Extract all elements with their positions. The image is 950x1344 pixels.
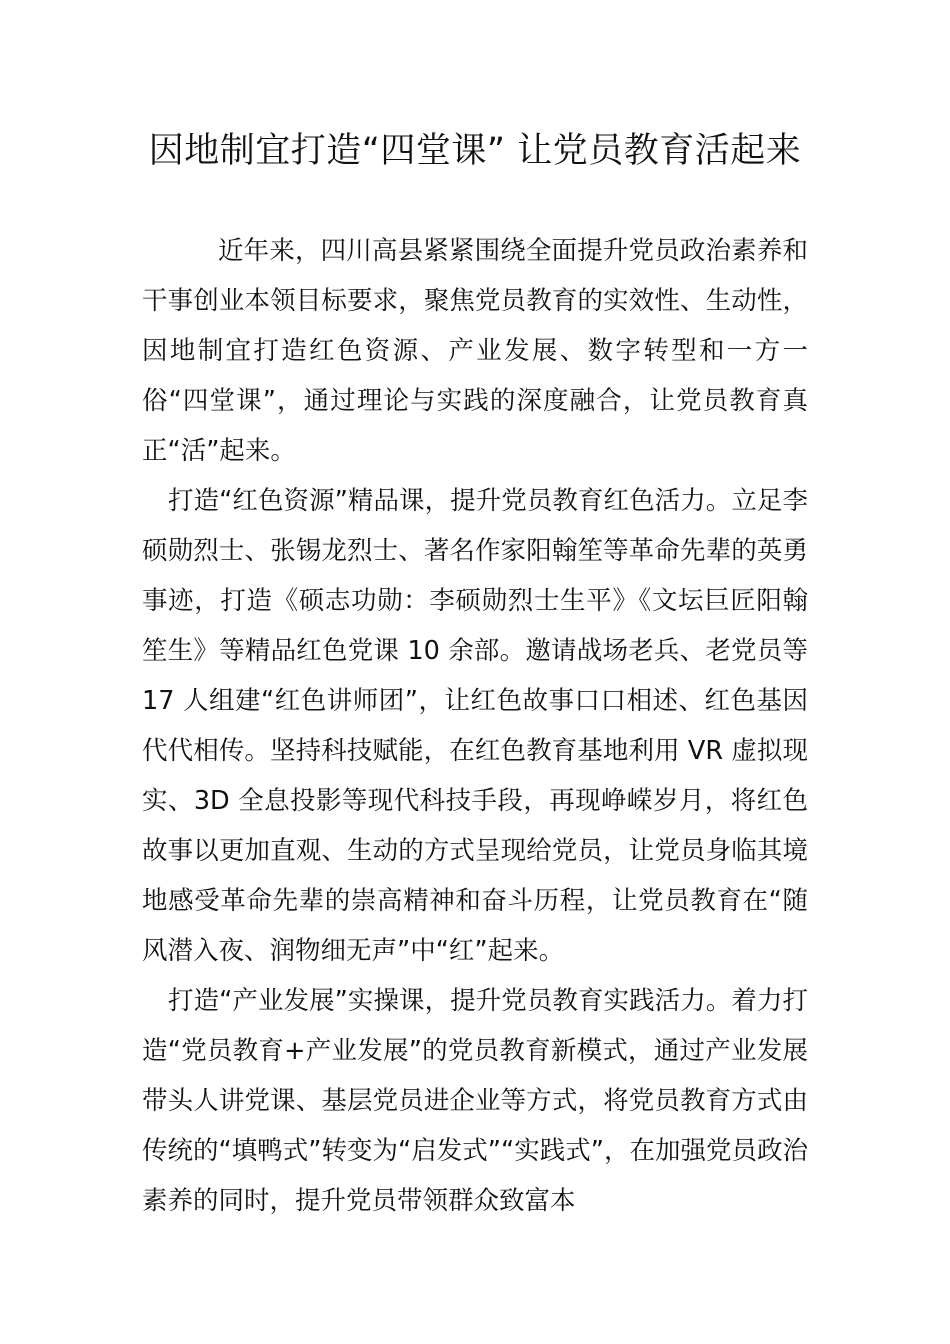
paragraph-intro: 近年来，四川高县紧紧围绕全面提升党员政治素养和干事创业本领目标要求，聚焦党员教育的实效性、生动性，因地制宜打造红色资源、产业发展、数字转型和一方一俗“四堂课”，通过理论与实践的深度融合，让党员教育真正“活”起来。 (142, 236, 808, 466)
document-body (142, 226, 808, 1226)
paragraph-red-resources: 打造“红色资源”精品课，提升党员教育红色活力。立足李硕勋烈士、张锡龙烈士、著名作家阳翰笙等革命先辈的英勇事迹，打造《硕志功勋：李硕勋烈士生平》《文坛巨匠阳翰笙生》等精品红色党课 10 余部。邀请战场老兵、老党员等 17 人组建“红色讲师团”，让红色故事口口相述、红色基因代代相传。坚持科技赋能，在红色教育基地利用 VR 虚拟现实、3D 全息投影等现代科技手段，再现峥嵘岁月，将红色故事以更加直观、生动的方式呈现给党员，让党员身临其境地感受革命先辈的崇高精神和奋斗历程，让党员教育在“随风潜入夜、润物细无声”中“红”起来。 (142, 486, 808, 966)
document-title: 因地制宜打造“四堂课” 让党员教育活起来 (148, 131, 802, 171)
paragraph-industry-development: 打造“产业发展”实操课，提升党员教育实践活力。着力打造“党员教育+产业发展”的党员教育新模式，通过产业发展带头人讲党课、基层党员进企业等方式，将党员教育方式由传统的“填鸭式”转变为“启发式”“实践式”，在加强党员政治素养的同时，提升党员带领群众致富本 (142, 986, 808, 1216)
